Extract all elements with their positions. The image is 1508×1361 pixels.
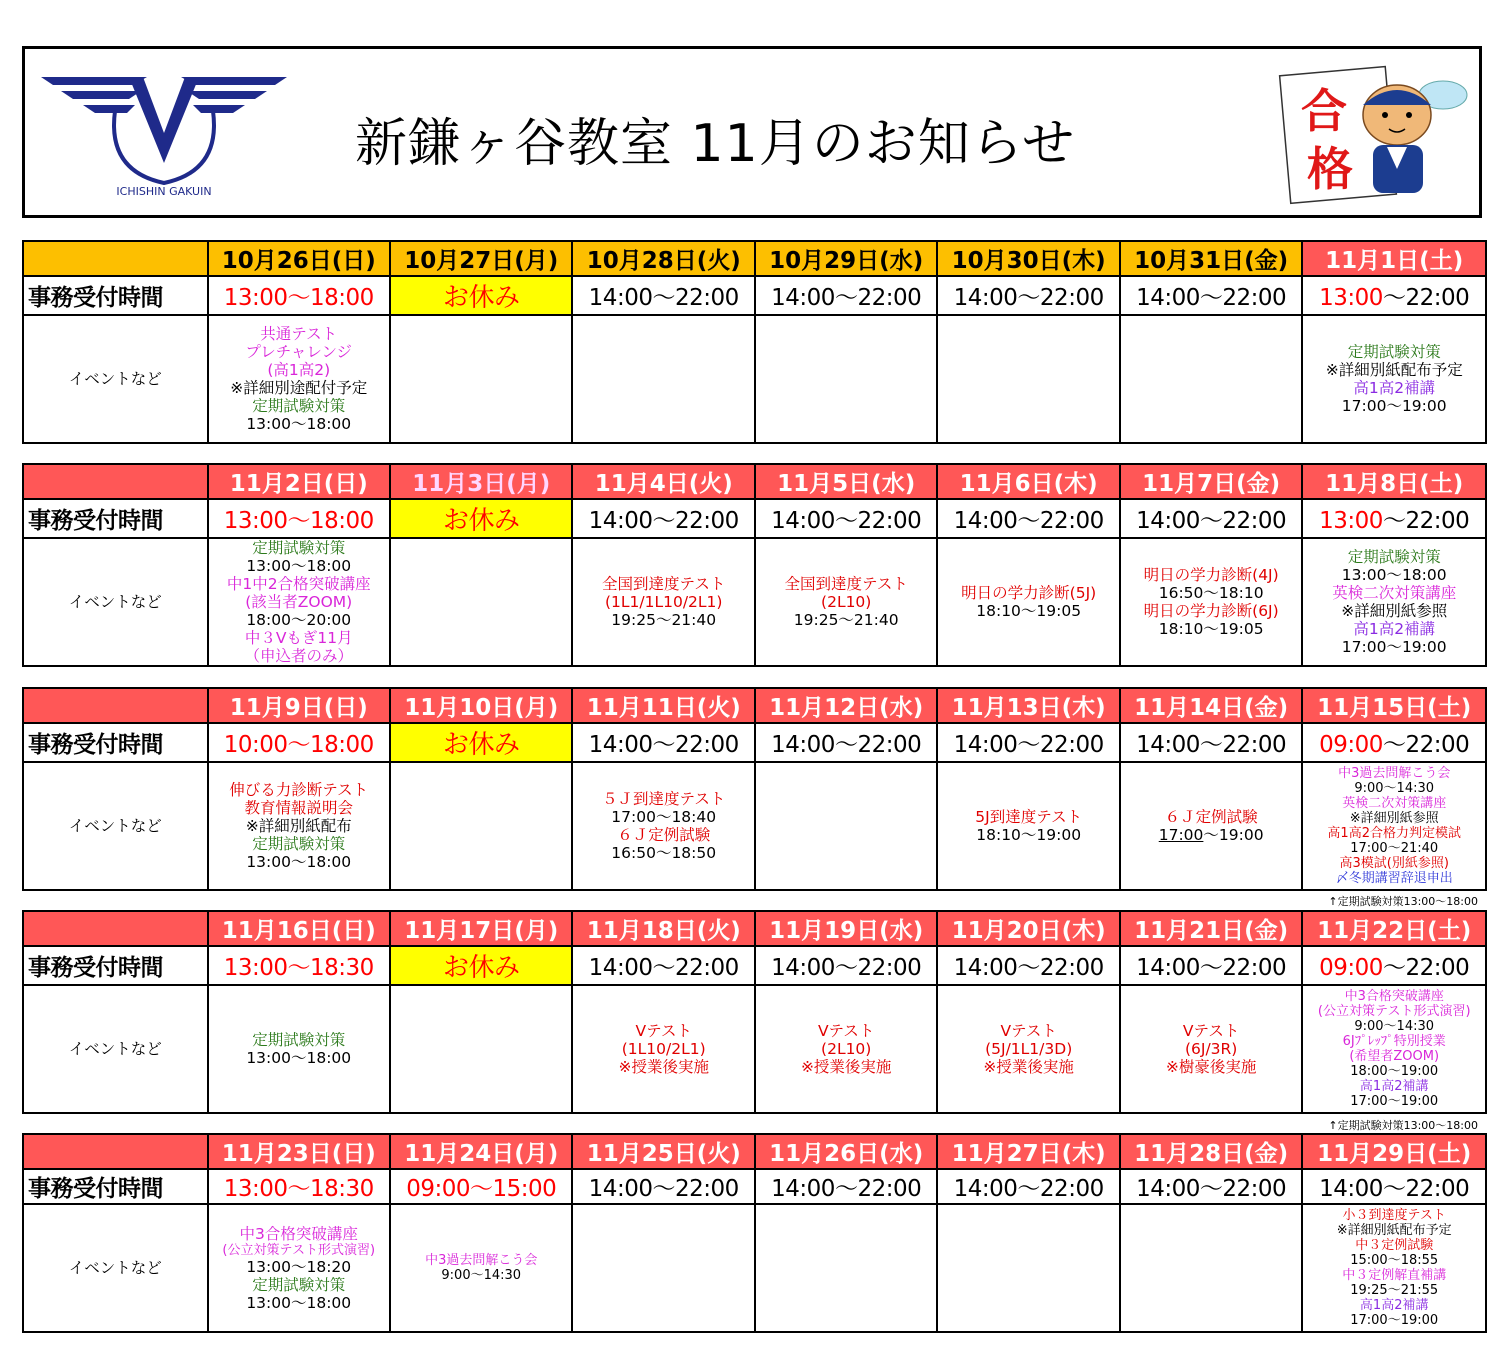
close-time: ～22:00 — [1382, 285, 1470, 311]
date-cell: 11月3日(月) — [390, 464, 572, 499]
events-cell — [937, 315, 1119, 443]
office-hours-cell — [1302, 499, 1486, 538]
event-line: 定期試験対策 — [1347, 548, 1441, 566]
date-cell: 11月24日(月) — [390, 1134, 572, 1169]
office-hours-cell: 14:00～22:00 — [937, 1169, 1119, 1204]
event-line: (5J/1L1/3D) — [985, 1040, 1073, 1058]
date-cell: 11月9日(日) — [208, 688, 390, 723]
event-line: ※授業後実施 — [618, 1058, 709, 1076]
office-hours-cell: 14:00～22:00 — [937, 276, 1119, 315]
events-cell — [1302, 538, 1486, 666]
events-cell — [1120, 1204, 1302, 1332]
open-time: 09:00 — [1319, 955, 1383, 981]
date-row — [23, 911, 1486, 946]
event-line: 18:00～19:00 — [1350, 1064, 1439, 1079]
event-line: Vテスト — [817, 1022, 875, 1040]
event-line: 17:00～19:00 — [1350, 1094, 1439, 1109]
office-hours-cell: 14:00～22:00 — [755, 1169, 937, 1204]
date-cell: 11月14日(金) — [1120, 688, 1302, 723]
event-line: (公立対策テスト形式演習) — [1317, 1004, 1471, 1019]
event-line: 高1高2補講 — [1353, 620, 1436, 638]
date-cell: 11月19日(水) — [755, 911, 937, 946]
date-cell: 11月8日(土) — [1302, 464, 1486, 499]
office-hours-cell: 09:00～15:00 — [390, 1169, 572, 1204]
event-line: (希望者ZOOM) — [1349, 1049, 1440, 1064]
event-line: 6Jﾌﾟﾚｯﾌﾟ特別授業 — [1342, 1034, 1446, 1049]
events-cell — [208, 315, 390, 443]
event-line: 中３定例解直補講 — [1342, 1268, 1447, 1283]
events-cell — [1120, 762, 1302, 890]
office-hours-cell: お休み — [390, 276, 572, 315]
events-cell — [208, 762, 390, 890]
office-hours-cell: 14:00～22:00 — [1120, 499, 1302, 538]
date-cell: 10月26日(日) — [208, 241, 390, 276]
event-line: 明日の学力診断(5J) — [961, 584, 1097, 602]
date-cell: 11月25日(火) — [572, 1134, 754, 1169]
event-line: 英検二次対策講座 — [1332, 584, 1457, 602]
event-line: 18:10～19:00 — [976, 826, 1082, 844]
event-line: ※詳細別紙配布予定 — [1325, 361, 1463, 379]
events-cell — [1302, 315, 1486, 443]
event-line: 19:25～21:40 — [793, 611, 899, 629]
date-cell: 11月20日(木) — [937, 911, 1119, 946]
office-hours-label: 事務受付時間 — [23, 276, 208, 315]
event-line: 中3合格突破講座 — [239, 1224, 358, 1243]
date-cell: 10月30日(木) — [937, 241, 1119, 276]
date-cell: 11月5日(水) — [755, 464, 937, 499]
event-line: ※詳細別紙参照 — [1341, 602, 1448, 620]
office-hours-cell: 14:00～22:00 — [572, 1169, 754, 1204]
event-line: ※詳細別紙配布 — [245, 817, 352, 835]
event-line: 13:00～18:00 — [246, 557, 352, 575]
office-hours-row — [23, 723, 1486, 762]
office-hours-cell: 14:00～22:00 — [755, 499, 937, 538]
event-line: 定期試験対策 — [252, 835, 346, 853]
event-line: 〆冬期講習辞退申出 — [1335, 871, 1453, 886]
event-line: 9:00～14:30 — [1354, 1019, 1435, 1034]
date-cell: 11月13日(木) — [937, 688, 1119, 723]
office-hours-cell: 14:00～22:00 — [572, 499, 754, 538]
events-cell — [390, 315, 572, 443]
event-line: 9:00～14:30 — [1354, 781, 1435, 796]
event-line: 全国到達度テスト — [602, 575, 726, 593]
office-hours-cell: 14:00～22:00 — [1302, 1169, 1486, 1204]
event-line: ５Ｊ到達度テスト — [602, 790, 726, 808]
office-hours-row — [23, 1169, 1486, 1204]
office-hours-cell: 10:00～18:00 — [208, 723, 390, 762]
week-table — [22, 910, 1487, 1114]
event-line: 定期試験対策 — [1347, 343, 1441, 361]
event-line: 教育情報説明会 — [244, 799, 353, 817]
events-cell — [208, 985, 390, 1113]
note-week3: ↑定期試験対策13:00～18:00 — [1328, 895, 1478, 908]
office-hours-cell — [1302, 276, 1486, 315]
event-line: 中３Vもぎ11月 — [244, 629, 353, 647]
event-line: 英検二次対策講座 — [1342, 796, 1447, 811]
mascot-char-1: 合 — [1301, 84, 1347, 138]
events-cell — [572, 538, 754, 666]
events-cell — [1302, 985, 1486, 1113]
office-hours-label: 事務受付時間 — [23, 946, 208, 985]
date-cell: 11月12日(水) — [755, 688, 937, 723]
event-line: 定期試験対策 — [252, 539, 346, 557]
date-cell: 11月26日(水) — [755, 1134, 937, 1169]
date-cell: 11月10日(月) — [390, 688, 572, 723]
events-cell — [572, 1204, 754, 1332]
event-line: 中3合格突破講座 — [1344, 989, 1444, 1004]
office-hours-cell: 14:00～22:00 — [755, 276, 937, 315]
events-cell — [390, 985, 572, 1113]
date-cell: 11月28日(金) — [1120, 1134, 1302, 1169]
ichishin-gakuin-logo-icon — [37, 71, 291, 199]
event-line: ※詳細別途配付予定 — [230, 379, 368, 397]
event-line: 17:00～18:40 — [611, 808, 717, 826]
office-hours-cell: 14:00～22:00 — [572, 276, 754, 315]
event-line: 高1高2補講 — [1359, 1298, 1429, 1313]
close-time: ～22:00 — [1382, 732, 1470, 758]
event-line: 高1高2補講 — [1353, 379, 1436, 397]
event-line: (2L10) — [821, 1040, 872, 1058]
mascot-char-2: 格 — [1307, 142, 1353, 196]
event-line: (公立対策テスト形式演習) — [222, 1242, 376, 1258]
office-hours-cell: 14:00～22:00 — [1120, 276, 1302, 315]
office-hours-cell: 14:00～22:00 — [1120, 946, 1302, 985]
events-label: イベントなど — [23, 315, 208, 443]
event-line: 19:25～21:55 — [1350, 1283, 1439, 1298]
office-hours-label: 事務受付時間 — [23, 723, 208, 762]
event-line: 18:10～19:05 — [1158, 620, 1264, 638]
events-cell — [755, 538, 937, 666]
office-hours-cell: 14:00～22:00 — [1120, 723, 1302, 762]
open-time: 13:00 — [1319, 285, 1383, 311]
date-cell: 11月22日(土) — [1302, 911, 1486, 946]
event-line: (高1高2) — [267, 361, 331, 379]
event-line: 中3過去問解こう会 — [425, 1253, 538, 1268]
close-time: ～22:00 — [1382, 508, 1470, 534]
date-cell: 11月29日(土) — [1302, 1134, 1486, 1169]
event-line: 13:00～18:00 — [246, 853, 352, 871]
logo-text: ICHISHIN GAKUIN — [116, 185, 212, 198]
event-line: 中３定例試験 — [1355, 1238, 1434, 1253]
events-cell — [937, 985, 1119, 1113]
header-banner — [22, 46, 1482, 218]
corner-cell — [23, 1134, 208, 1169]
event-line: 9:00～14:30 — [441, 1268, 522, 1283]
date-cell: 11月15日(土) — [1302, 688, 1486, 723]
event-line: 小３到達度テスト — [1342, 1208, 1446, 1223]
event-line: 17:00～19:00 — [1341, 638, 1447, 656]
date-cell: 11月21日(金) — [1120, 911, 1302, 946]
events-cell — [1302, 762, 1486, 890]
event-line: プレチャレンジ — [245, 343, 353, 361]
event-line: 16:50～18:10 — [1158, 584, 1264, 602]
date-row — [23, 688, 1486, 723]
events-cell — [208, 1204, 390, 1332]
date-cell: 11月6日(木) — [937, 464, 1119, 499]
event-line: 定期試験対策 — [252, 1275, 346, 1294]
event-line: ※詳細別紙参照 — [1349, 811, 1439, 826]
events-label: イベントなど — [23, 762, 208, 890]
event-line: 伸びる力診断テスト — [229, 781, 369, 799]
underlined-time: 17:00 — [1158, 826, 1204, 844]
note-week4: ↑定期試験対策13:00～18:00 — [1328, 1119, 1478, 1132]
events-cell — [572, 762, 754, 890]
office-hours-cell: 14:00～22:00 — [1120, 1169, 1302, 1204]
events-cell — [755, 1204, 937, 1332]
event-line: 中1中2合格突破講座 — [226, 575, 371, 593]
office-hours-cell: 14:00～22:00 — [572, 946, 754, 985]
events-cell — [1302, 1204, 1486, 1332]
office-hours-cell — [1302, 946, 1486, 985]
event-line: 19:25～21:40 — [611, 611, 717, 629]
date-cell: 10月31日(金) — [1120, 241, 1302, 276]
event-line: ※詳細別紙配布予定 — [1336, 1223, 1452, 1238]
date-cell: 10月28日(火) — [572, 241, 754, 276]
office-hours-cell: お休み — [390, 946, 572, 985]
office-hours-row — [23, 276, 1486, 315]
event-line: 17:00～19:00 — [1341, 397, 1447, 415]
pass-mascot-icon — [1257, 65, 1471, 205]
date-row — [23, 464, 1486, 499]
event-line: (1L1/1L10/2L1) — [604, 593, 723, 611]
corner-cell — [23, 911, 208, 946]
event-line: 13:00～18:00 — [1341, 566, 1447, 584]
events-cell — [1120, 315, 1302, 443]
event-line: ※授業後実施 — [800, 1058, 892, 1076]
event-line: 高3模試(別紙参照) — [1339, 856, 1449, 871]
events-cell — [390, 538, 572, 666]
office-hours-cell: 14:00～22:00 — [937, 946, 1119, 985]
events-cell — [755, 985, 937, 1113]
event-line: 17:00～19:00 — [1350, 1313, 1439, 1328]
open-time: 09:00 — [1319, 732, 1383, 758]
events-row — [23, 762, 1486, 890]
event-line: 13:00～18:00 — [246, 415, 352, 433]
event-line: 定期試験対策 — [252, 1031, 346, 1049]
office-hours-cell: 14:00～22:00 — [937, 499, 1119, 538]
week-table — [22, 240, 1487, 444]
event-line: 17:00～21:40 — [1350, 841, 1439, 856]
event-line: 18:10～19:05 — [976, 602, 1082, 620]
date-cell: 11月27日(木) — [937, 1134, 1119, 1169]
events-cell — [1120, 985, 1302, 1113]
office-hours-row — [23, 499, 1486, 538]
event-line: ６Ｊ定例試験 — [1164, 808, 1258, 826]
corner-cell — [23, 241, 208, 276]
events-cell — [1120, 538, 1302, 666]
events-row — [23, 1204, 1486, 1332]
event-line: 5J到達度テスト — [975, 808, 1083, 826]
date-cell: 11月4日(火) — [572, 464, 754, 499]
event-line: (2L10) — [821, 593, 872, 611]
event-line: 17:00～19:00 — [1158, 826, 1264, 844]
events-row — [23, 985, 1486, 1113]
event-line: ６Ｊ定例試験 — [617, 826, 711, 844]
office-hours-row — [23, 946, 1486, 985]
page-title: 新鎌ヶ谷教室 11月のお知らせ — [355, 114, 1076, 174]
event-line: Vテスト — [635, 1022, 692, 1040]
events-row — [23, 538, 1486, 666]
events-cell — [208, 538, 390, 666]
events-label: イベントなど — [23, 1204, 208, 1332]
office-hours-label: 事務受付時間 — [23, 1169, 208, 1204]
event-line: 15:00～18:55 — [1350, 1253, 1439, 1268]
date-row — [23, 241, 1486, 276]
events-cell — [937, 762, 1119, 890]
date-cell: 11月1日(土) — [1302, 241, 1486, 276]
events-cell — [572, 985, 754, 1113]
office-hours-cell: 13:00～18:30 — [208, 1169, 390, 1204]
event-line: 18:00～20:00 — [246, 611, 352, 629]
office-hours-cell: お休み — [390, 499, 572, 538]
office-hours-cell: 13:00～18:00 — [208, 276, 390, 315]
events-label: イベントなど — [23, 985, 208, 1113]
event-line: 高1高2合格力判定模試 — [1327, 826, 1461, 841]
week-table — [22, 687, 1487, 891]
date-cell: 10月29日(水) — [755, 241, 937, 276]
office-hours-cell: 13:00～18:30 — [208, 946, 390, 985]
events-cell — [390, 762, 572, 890]
open-time: 13:00 — [1319, 508, 1383, 534]
date-cell: 11月11日(火) — [572, 688, 754, 723]
event-line: 16:50～18:50 — [611, 844, 717, 862]
event-line: 13:00～18:20 — [246, 1257, 352, 1276]
event-line: 定期試験対策 — [252, 397, 346, 415]
date-cell: 11月17日(月) — [390, 911, 572, 946]
event-line: Vテスト — [1000, 1022, 1057, 1040]
event-line: ※樹豪後実施 — [1165, 1058, 1257, 1076]
date-cell: 10月27日(月) — [390, 241, 572, 276]
events-cell — [390, 1204, 572, 1332]
date-cell: 11月7日(金) — [1120, 464, 1302, 499]
corner-cell — [23, 688, 208, 723]
office-hours-cell: 14:00～22:00 — [572, 723, 754, 762]
corner-cell — [23, 464, 208, 499]
date-cell: 11月18日(火) — [572, 911, 754, 946]
events-cell — [755, 762, 937, 890]
event-line: 明日の学力診断(4J) — [1143, 566, 1279, 584]
office-hours-cell: 14:00～22:00 — [755, 723, 937, 762]
event-line: (1L10/2L1) — [621, 1040, 706, 1058]
events-cell — [937, 1204, 1119, 1332]
event-line: Vテスト — [1182, 1022, 1240, 1040]
office-hours-cell: 14:00～22:00 — [755, 946, 937, 985]
office-hours-cell: お休み — [390, 723, 572, 762]
event-line: (6J/3R) — [1184, 1040, 1238, 1058]
event-line: 高1高2補講 — [1359, 1079, 1429, 1094]
office-hours-label: 事務受付時間 — [23, 499, 208, 538]
event-line: 共通テスト — [260, 325, 338, 343]
events-label: イベントなど — [23, 538, 208, 666]
event-line: 13:00～18:00 — [246, 1049, 352, 1067]
date-row — [23, 1134, 1486, 1169]
event-line: 全国到達度テスト — [784, 575, 908, 593]
events-row — [23, 315, 1486, 443]
office-hours-cell: 14:00～22:00 — [937, 723, 1119, 762]
date-cell: 11月2日(日) — [208, 464, 390, 499]
event-line: 中3過去問解こう会 — [1338, 766, 1451, 781]
week-table — [22, 1133, 1487, 1333]
event-line: ※授業後実施 — [983, 1058, 1074, 1076]
date-cell: 11月23日(日) — [208, 1134, 390, 1169]
events-cell — [572, 315, 754, 443]
office-hours-cell — [1302, 723, 1486, 762]
events-cell — [937, 538, 1119, 666]
events-cell — [755, 315, 937, 443]
event-line: 明日の学力診断(6J) — [1143, 602, 1279, 620]
event-line: （申込者のみ） — [244, 647, 353, 665]
week-table — [22, 463, 1487, 667]
event-line: 13:00～18:00 — [246, 1293, 352, 1312]
event-line: (該当者ZOOM) — [245, 593, 353, 611]
close-time: ～22:00 — [1382, 955, 1470, 981]
date-cell: 11月16日(日) — [208, 911, 390, 946]
office-hours-cell: 13:00～18:00 — [208, 499, 390, 538]
